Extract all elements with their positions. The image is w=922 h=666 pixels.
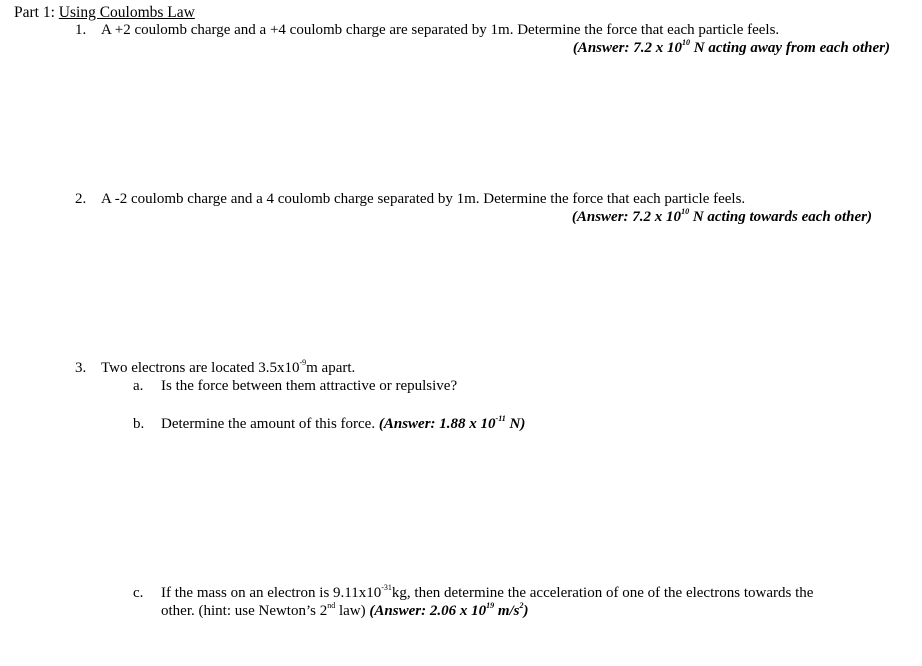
question-3b-answer: (Answer: 1.88 x $10^{-11}$ N) xyxy=(378,414,526,432)
question-3c: c. If the mass on an electron is $9.11x10^{-31}kg$, then determine the acceleration of one of the electrons towards the xyxy=(133,583,814,601)
question-2-number: 2. xyxy=(75,191,87,207)
section-heading xyxy=(14,4,195,21)
question-3-number: 3. xyxy=(75,360,87,376)
question-3c-answer: (Answer: 2.06 x $10^{19}$ $m/s^2$) xyxy=(369,601,529,619)
question-2-answer: (Answer: 7.2 x $10^{10}$ N acting towards each other) xyxy=(571,207,872,225)
question-1 xyxy=(75,22,779,39)
section-label: Part 1: xyxy=(14,4,55,21)
question-2-text: A -2 coulomb charge and a 4 coulomb charge separated by 1m. Determine the force that each particle feels. xyxy=(101,191,746,207)
question-3: 3. Two electrons are located $3.5x10^{-9}m$ apart. xyxy=(75,358,356,376)
question-3c-line-2: other. (hint: use Newton’s 2nd law) (Answer: 2.06 x $10^{19}$ $m/s^2$) xyxy=(161,601,529,619)
question-3a-text: Is the force between them attractive or repulsive? xyxy=(161,378,458,394)
question-2 xyxy=(75,191,745,208)
question-3c-label: c. xyxy=(133,585,144,601)
question-3b xyxy=(133,416,525,433)
question-1-answer: (Answer: 7.2 x $10^{10}$ N acting away from each other) xyxy=(572,38,890,56)
section-title: Using Coulombs Law xyxy=(58,4,195,21)
question-3a-label: a. xyxy=(133,378,144,394)
question-3a xyxy=(133,378,457,395)
question-3b-label: b. xyxy=(133,416,145,432)
question-3b-text: Determine the amount of this force. xyxy=(161,416,379,432)
question-1-text: A +2 coulomb charge and a +4 coulomb charge are separated by 1m. Determine the force that each particle feels. xyxy=(101,22,780,38)
question-1-number: 1. xyxy=(75,22,87,38)
